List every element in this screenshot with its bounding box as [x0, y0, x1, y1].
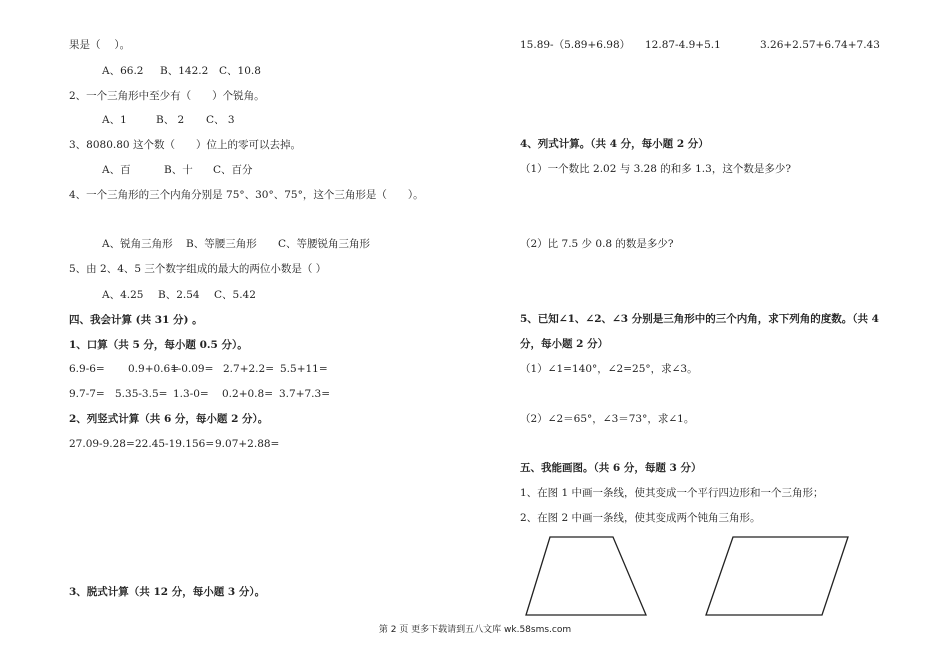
step-calc-title: 3、脱式计算（共 12 分，每小题 3 分）。	[69, 586, 266, 598]
angle-title-line1: 5、已知∠1、∠2、∠3 分别是三角形中的三个内角，求下列角的度数。（共 4	[520, 313, 879, 325]
q5-option-b: B、2.54	[158, 289, 200, 301]
oral-item: 5.5+11=	[280, 363, 328, 375]
draw-q2: 2、在图 2 中画一条线，使其变成两个钝角三角形。	[520, 512, 761, 524]
step-item: 3.26+2.57+6.74+7.43	[760, 39, 880, 51]
vertical-item: 9.07+2.88=	[215, 438, 280, 450]
oral-item: 9.7-7=	[69, 388, 105, 400]
q1-option-c: C、10.8	[219, 65, 261, 77]
q3-option-c: C、百分	[213, 164, 253, 176]
oral-item: 3.7+7.3=	[279, 388, 330, 400]
parallelogram-figure-2	[706, 537, 848, 615]
angle-title-line2: 分，每小题 2 分）	[520, 338, 609, 350]
q4-option-c: C、等腰锐角三角形	[278, 238, 371, 250]
vertical-item: 22.45-19.156=	[135, 438, 215, 450]
vertical-item: 27.09-9.28=	[69, 438, 135, 450]
oral-item: 5.35-3.5=	[115, 388, 168, 400]
oral-item: 6.9-6=	[69, 363, 105, 375]
q5-text: 5、由 2、4、5 三个数字组成的最大的两位小数是（ ）	[69, 263, 327, 275]
list-calc-q2: （2）比 7.5 少 0.8 的数是多少?	[520, 238, 674, 250]
q1-tail: 果是（ ）。	[69, 39, 131, 51]
oral-item: 1-0.09=	[171, 363, 214, 375]
q5-option-c: C、5.42	[214, 289, 256, 301]
draw-q1: 1、在图 1 中画一条线，使其变成一个平行四边形和一个三角形；	[520, 487, 824, 499]
q2-option-c: C、 3	[206, 114, 235, 126]
q2-option-a: A、1	[102, 114, 127, 126]
q4-text: 4、一个三角形的三个内角分别是 75°、30°、75°，这个三角形是（ ）。	[69, 189, 424, 201]
q3-option-a: A、百	[102, 164, 131, 176]
q2-option-b: B、 2	[156, 114, 185, 126]
q3-option-b: B、十	[164, 164, 193, 176]
q2-text: 2、一个三角形中至少有（ ）个锐角。	[69, 90, 265, 102]
q4-option-a: A、锐角三角形	[102, 238, 173, 250]
angle-q2: （2）∠2＝65°，∠3＝73°，求∠1。	[520, 413, 695, 425]
q4-option-b: B、等腰三角形	[186, 238, 257, 250]
q1-option-b: B、142.2	[160, 65, 209, 77]
list-calc-title: 4、列式计算。（共 4 分，每小题 2 分）	[520, 138, 709, 150]
angle-q1: （1）∠1=140°，∠2=25°，求∠3。	[520, 363, 698, 375]
step-item: 15.89-（5.89+6.98）	[520, 39, 631, 51]
vertical-calc-title: 2、列竖式计算（共 6 分，每小题 2 分）。	[69, 413, 269, 425]
section-4-title: 四、我会计算 (共 31 分) 。	[69, 314, 203, 326]
page-footer: 第 2 页 更多下载请到五八文库 wk.58sms.com	[378, 625, 572, 635]
oral-item: 0.2+0.8=	[222, 388, 273, 400]
section-5-title: 五、我能画图。（共 6 分，每题 3 分）	[520, 462, 702, 474]
oral-calc-title: 1、口算（共 5 分，每小题 0.5 分）。	[69, 339, 248, 351]
oral-item: 0.9+0.6=	[128, 363, 179, 375]
list-calc-q1: （1）一个数比 2.02 与 3.28 的和多 1.3，这个数是多少?	[520, 163, 791, 175]
oral-item: 2.7+2.2=	[223, 363, 274, 375]
q5-option-a: A、4.25	[102, 289, 144, 301]
step-item: 12.87-4.9+5.1	[645, 39, 721, 51]
q3-text: 3、8080.80 这个数（ ）位上的零可以去掉。	[69, 139, 301, 151]
q1-option-a: A、66.2	[102, 65, 144, 77]
oral-item: 1.3-0=	[173, 388, 209, 400]
trapezoid-figure-1	[526, 537, 646, 615]
